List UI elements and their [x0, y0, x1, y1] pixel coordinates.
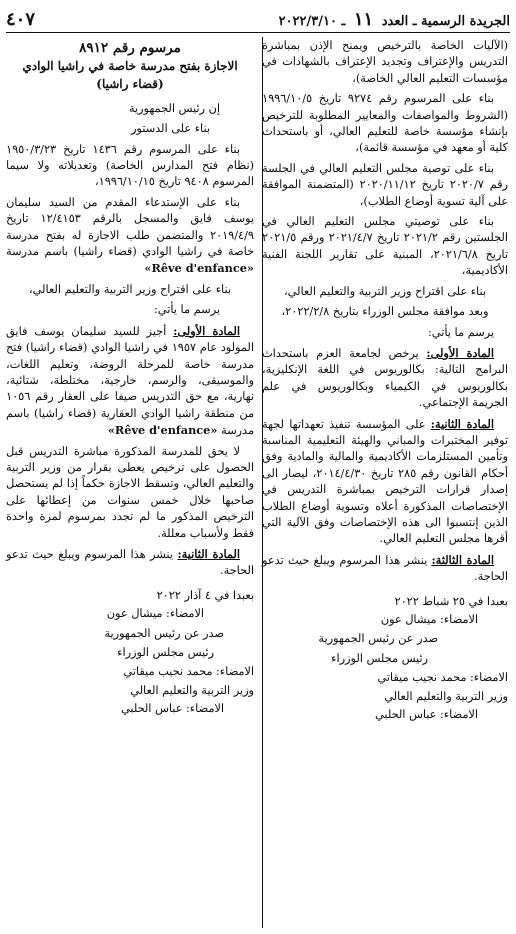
paragraph: بناء على المرسوم رقم ١٤٣٦ تاريخ ١٩٥٠/٣/٢٣ (نظام فتح المدارس الخاصة) وتعديلاته ولا سيما المرسوم ٩٤٠٨ تاريخ ١٩٩٦/١٠/١٥،: [6, 142, 254, 189]
signature-minister: الامضاء: عباس الحلبي: [375, 708, 478, 722]
signature-president: الامضاء: ميشال عون: [106, 607, 204, 621]
paragraph: بناء على الدستور: [130, 122, 210, 136]
issued-by: صدر عن رئيس الجمهورية: [104, 626, 224, 640]
pm-title: رئيس مجلس الوزراء: [117, 646, 214, 659]
paragraph-text: بناء على الإستدعاء المقدم من السيد سليمان يوسف فايق والمسجل بالرقم ١٢/٤١٥٣ تاريخ ٢٠١٩/٤/٩ والمتضمن طلب الاجازة له بفتح مدرسة خاصة في راشيا الوادي (قضاء راشيا) باسم مدرسة: [6, 195, 254, 259]
paragraph: بناء على توصية مجلس التعليم العالي في الجلسة رقم ٢٠٢٠/٧ تاريخ ٢٠٢٠/١١/١٢ (المتضمنة الموافقة على آلية تسوية أوضاع الطلاب)،: [262, 161, 508, 208]
article-text: أجيز للسيد سليمان يوسف فايق المولود عام ١٩٥٧ في راشيا الوادي (قضاء راشيا) فتح مدرسة خاصة للمرحلة الروضة، وتعليم اللغات، والموسيقى، والرسم، خارجية، مختلطة، شتائية، نهارية، مع حق التدريس صيفا على العقار رقم ١٠٥٦ من منطقة راشيا الوادي العقارية (قضاء راشيا) باسم مدرسة: [6, 324, 254, 438]
article-label: المادة الثانية:: [430, 416, 494, 431]
signing-date: بعبدا في ٢٥ شباط ٢٠٢٢: [394, 594, 508, 608]
issued-by: صدر عن رئيس الجمهورية: [318, 632, 438, 646]
decree-subtitle: الاجازة بفتح مدرسة خاصة في راشيا الوادي: [22, 59, 238, 74]
gazette-name: الجريدة الرسمية ـ العدد: [381, 14, 510, 29]
article-3: [262, 552, 508, 586]
page-number: ٤٠٧: [6, 9, 36, 30]
article-1: [262, 345, 508, 412]
paragraph: إن رئيس الجمهورية: [128, 101, 220, 115]
school-name: «Rêve d'enfance»: [107, 423, 218, 438]
article-text: يرخص لجامعة العزم باستحداث البرامج التالية: بكالوريوس في اللغة الإنكليزية، بكالوريوس في الكيمياء وبكالوريوس في علم الجريمة الإجتماعي.: [262, 346, 508, 410]
article-label: المادة الأولى:: [173, 323, 240, 338]
paragraph: بناء على توصيتي مجلس التعليم العالي في الجلستين رقم ٢٠٢١/٢ تاريخ ٢٠٢١/٤/٧ ورقم ٢٠٢١/٥ تاريخ ٢٠٢١/٦/٨، المبنية على تقارير اللجنة الفنية الأكاديمية،: [262, 215, 508, 278]
gazette-header: [279, 9, 510, 30]
pm-title: رئيس مجلس الوزراء: [331, 651, 428, 665]
paragraph: (الآليات الخاصة بالترخيص ويمنح الإذن بمباشرة التدريس والإعتراف وتجديد الإعتراف بالشهادات في مؤسسات التعليم العالي الخاصة)،: [262, 39, 508, 85]
article-text: ينشر هذا المرسوم ويبلغ حيث تدعو الحاجة.: [262, 553, 508, 584]
minister-title: وزير التربية والتعليم العالي: [130, 683, 254, 697]
paragraph: بناء على اقتراح وزير التربية والتعليم العالي،: [28, 282, 232, 296]
decree-line: يرسم ما يأتي:: [428, 325, 494, 339]
article-label: المادة الأولى:: [426, 345, 494, 360]
issue-number: ١١: [353, 9, 374, 30]
decree-title: مرسوم رقم ٨٩١٢: [79, 40, 181, 56]
signature-president: الامضاء: ميشال عون: [380, 613, 478, 626]
left-column: [6, 38, 254, 720]
decree-line: يرسم ما يأتي:: [154, 303, 220, 317]
article-label: المادة الثانية:: [177, 546, 240, 561]
issue-date: ـ ٢٠٢٢/٣/١٠: [278, 14, 346, 29]
paragraph: لا يحق للمدرسة المذكورة مباشرة التدريس قبل الحصول على ترخيص يعطى بقرار من وزير التربية والتعليم العالي، وتسقط الاجازة حكماً إذا لم يستحصل صاحبها خلال خمس سنوات من إعطائها على الترخيص المذكور ما لم تجدد بمرسوم لمرة واحدة فقط ولأسباب معللة.: [6, 444, 254, 540]
article-text: على المؤسسة تنفيذ تعهداتها لجهة توفير المختبرات والمباني والهيئة التعليمية المناسبة وتأمين المستلزمات الأكاديمية والمالية والمادية وفق أحكام القانون رقم ٢٨٥ تاريخ ٢٠١٤/٤/٣٠، ليصار الى إصدار قرارات الترخيص بمباشرة التدريس في الإختصاصات المذكورة أعلاه وتسوية أوضاع الطلاب الذين إنتسبوا الى هذه الإختصاصات وفق الآلية التي أقرها مجلس التعليم العالي.: [262, 417, 508, 546]
page-header: [6, 6, 510, 33]
decree-district: (قضاء راشيا): [96, 77, 164, 92]
paragraph: وبعد موافقة مجلس الوزراء بتاريخ ٢٠٢٢/٢/٨،: [281, 305, 489, 319]
minister-title: وزير التربية والتعليم العالي: [384, 689, 508, 703]
article-1: [6, 323, 254, 440]
signature-pm: الامضاء: محمد نجيب ميقاتي: [123, 665, 254, 679]
article-label: المادة الثالثة:: [431, 552, 494, 567]
paragraph: بناء على المرسوم رقم ٩٢٧٤ تاريخ ١٩٩٦/١٠/٥ (الشروط والمواصفات والمعايير المطلوبة للترخيص بإنشاء مؤسسة خاصة للتعليم العالي، أو باستحداث كلية أو معهد في مؤسسة قائمة)،: [262, 92, 508, 155]
signing-date: بعبدا في ٤ آذار ٢٠٢٢: [156, 588, 254, 602]
paragraph: بناء على اقتراح وزير التربية والتعليم العالي،: [283, 284, 487, 298]
paragraph: [6, 195, 254, 278]
signature-pm: الامضاء: محمد نجيب ميقاتي: [377, 671, 508, 685]
right-column: [262, 38, 508, 725]
article-text: ينشر هذا المرسوم ويبلغ حيث تدعو الحاجة.: [6, 547, 254, 578]
article-2: [6, 546, 254, 580]
article-2: [262, 416, 508, 548]
school-name: «Rêve d'enfance»: [144, 261, 254, 276]
signature-minister: الامضاء: عباس الحلبي: [121, 702, 224, 716]
